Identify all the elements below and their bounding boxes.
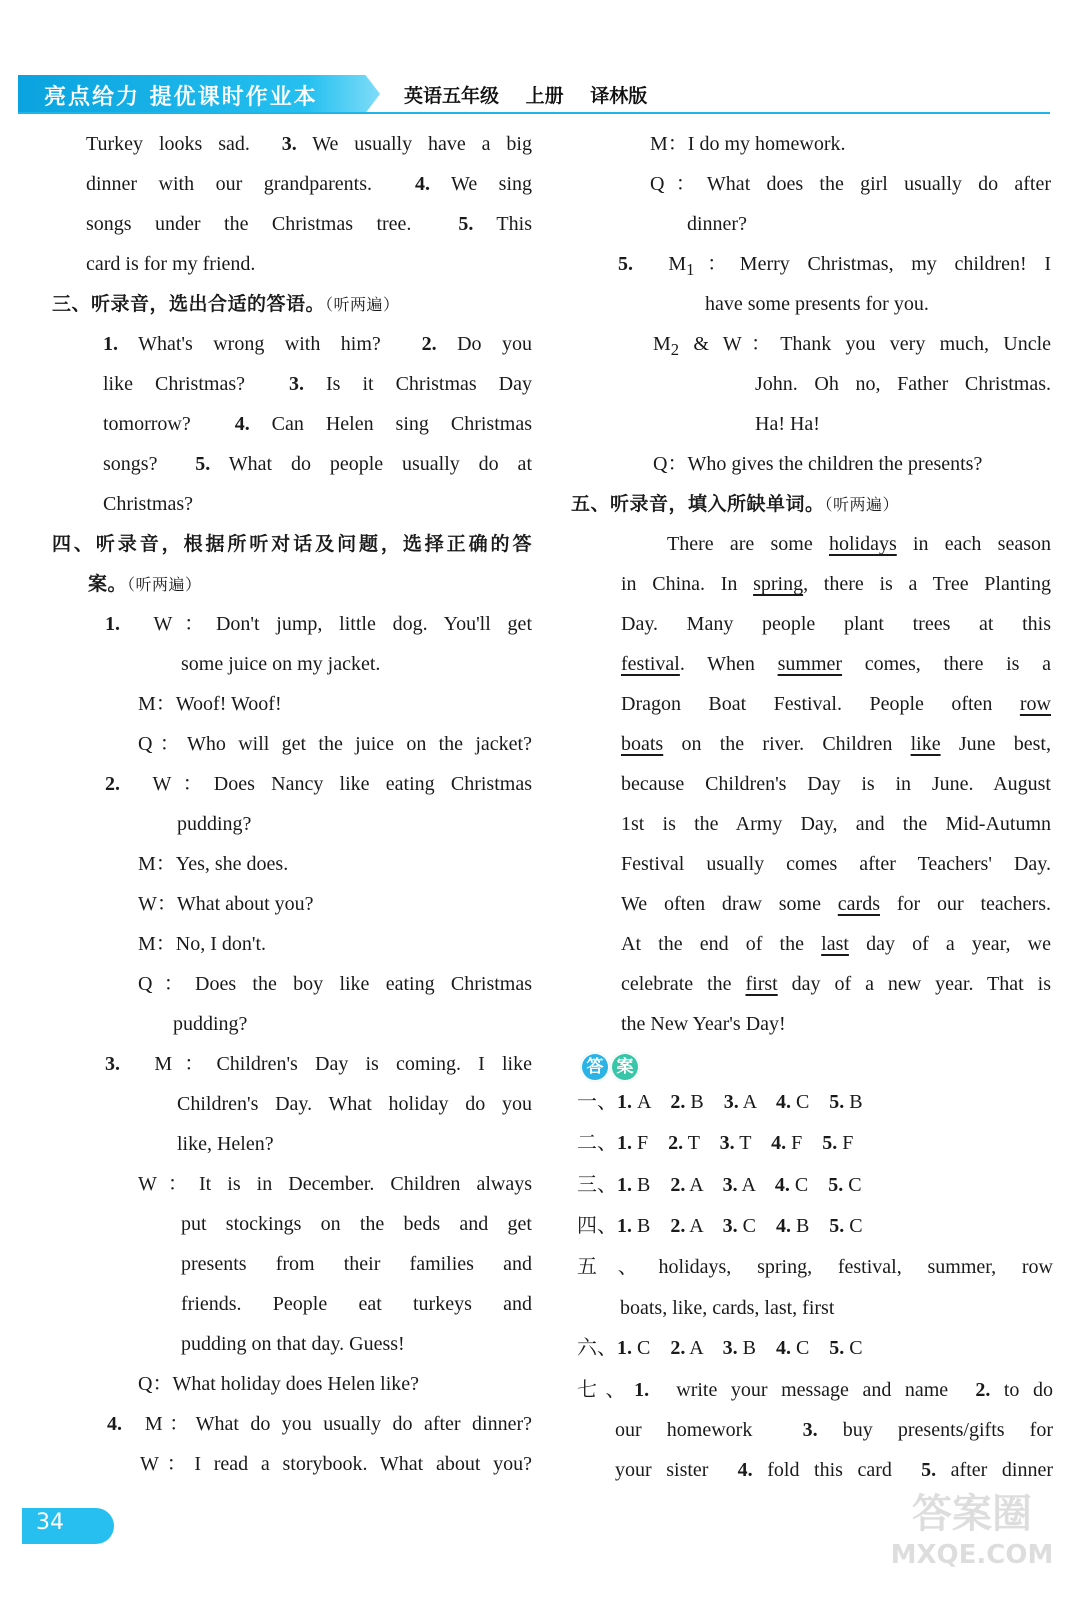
left-text-line: Children's Day. What holiday do you xyxy=(177,1093,532,1115)
answer-key-line: 二、1. F 2. T 3. T 4. F 5. F xyxy=(577,1132,854,1154)
right-text-line: 五、听录音，填入所缺单词。（听两遍） xyxy=(571,493,900,515)
left-text-line: 三、听录音，选出合适的答语。（听两遍） xyxy=(52,293,400,315)
right-text-line: celebrate the first day of a new year. That is xyxy=(621,973,1051,995)
left-text-line: Q：What holiday does Helen like? xyxy=(138,1373,420,1395)
right-text-line: boats on the river. Children like June best, xyxy=(621,733,1051,755)
answer-badge-char-2: 案 xyxy=(610,1052,640,1082)
left-text-line: tomorrow? 4. Can Helen sing Christmas xyxy=(103,413,532,435)
right-text-line: have some presents for you. xyxy=(705,293,929,315)
right-text-line: Festival usually comes after Teachers' Day. xyxy=(621,853,1051,875)
book-volume: 上册 xyxy=(525,85,564,107)
left-text-line: Q：Does the boy like eating Christmas xyxy=(138,973,532,995)
right-text-line: We often draw some cards for our teachers. xyxy=(621,893,1051,915)
answer-key-badge xyxy=(580,1052,636,1082)
answer-key-line: 五、holidays, spring, festival, summer, row xyxy=(577,1256,1053,1278)
answer-badge-char-1: 答 xyxy=(580,1052,610,1082)
left-text-line: Christmas? xyxy=(103,493,193,515)
left-text-line: M：Woof! Woof! xyxy=(138,693,282,715)
series-title: 亮点给力 提优课时作业本 xyxy=(44,85,318,110)
left-text-line: like, Helen? xyxy=(177,1133,274,1155)
right-text-line: $M_2$ & W：Thank you very much, Uncle xyxy=(653,333,1051,359)
answer-key-line: 六、1. C 2. A 3. B 4. C 5. C xyxy=(577,1337,863,1359)
page-header xyxy=(0,0,1088,120)
right-text-line: in China. In spring, there is a Tree Planting xyxy=(621,573,1051,595)
left-text-line: 1. W：Don't jump, little dog. You'll get xyxy=(105,613,532,635)
answer-key-line: your sister 4. fold this card 5. after dinner xyxy=(615,1459,1053,1481)
left-text-line: dinner with our grandparents. 4. We sing xyxy=(86,173,532,195)
answer-key-line: 一、1. A 2. B 3. A 4. C 5. B xyxy=(577,1091,863,1113)
page-number: 34 xyxy=(36,1510,64,1535)
watermark-text-top: 答案圈 xyxy=(912,1491,1032,1537)
answer-key-line: our homework 3. buy presents/gifts for xyxy=(615,1419,1053,1441)
left-text-line: 2. W：Does Nancy like eating Christmas xyxy=(105,773,532,795)
right-text-line: the New Year's Day! xyxy=(621,1013,786,1035)
watermark-logo xyxy=(880,1475,1065,1575)
left-text-line: W：It is in December. Children always xyxy=(138,1173,532,1195)
left-text-line: Turkey looks sad. 3. We usually have a big xyxy=(86,133,532,155)
left-text-line: songs? 5. What do people usually do at xyxy=(103,453,532,475)
left-text-line: 3. M：Children's Day is coming. I like xyxy=(105,1053,532,1075)
right-text-line: M：I do my homework. xyxy=(650,133,846,155)
right-text-line: Dragon Boat Festival. People often row xyxy=(621,693,1051,715)
left-text-line: some juice on my jacket. xyxy=(181,653,381,675)
left-text-line: pudding on that day. Guess! xyxy=(181,1333,405,1355)
answer-key-line: 四、1. B 2. A 3. C 4. B 5. C xyxy=(577,1215,863,1237)
left-text-line: presents from their families and xyxy=(181,1253,532,1275)
right-text-line: because Children's Day is in June. August xyxy=(621,773,1051,795)
right-text-line: John. Oh no, Father Christmas. xyxy=(755,373,1051,395)
left-text-line: pudding? xyxy=(177,813,252,835)
right-text-line: festival. When summer comes, there is a xyxy=(621,653,1051,675)
book-edition: 译林版 xyxy=(590,85,648,107)
left-text-line: 1. What's wrong with him? 2. Do you xyxy=(103,333,532,355)
right-text-line: Ha! Ha! xyxy=(755,413,820,435)
answer-key-line: boats, like, cards, last, first xyxy=(620,1297,835,1319)
right-text-line: Q：Who gives the children the presents? xyxy=(653,453,983,475)
left-text-line: W：What about you? xyxy=(138,893,314,915)
right-text-line: Q：What does the girl usually do after xyxy=(650,173,1051,195)
right-text-line: dinner? xyxy=(687,213,747,235)
left-text-line: card is for my friend. xyxy=(86,253,256,275)
left-text-line: pudding? xyxy=(173,1013,248,1035)
right-text-line: There are some holidays in each season xyxy=(667,533,1051,555)
left-text-line: 案。（听两遍） xyxy=(88,573,202,595)
left-text-line: 四、听录音，根据所听对话及问题，选择正确的答 xyxy=(52,533,532,555)
answer-key-line: 三、1. B 2. A 3. A 4. C 5. C xyxy=(577,1174,862,1196)
right-text-line: 1st is the Army Day, and the Mid-Autumn xyxy=(621,813,1051,835)
answer-key-line: 七、1. write your message and name 2. to do xyxy=(577,1379,1053,1401)
book-subject: 英语五年级 xyxy=(404,85,500,107)
left-text-line: W：I read a storybook. What about you? xyxy=(140,1453,532,1475)
left-text-line: 4. M：What do you usually do after dinner? xyxy=(107,1413,532,1435)
left-text-line: M：No, I don't. xyxy=(138,933,267,955)
right-text-line: At the end of the last day of a year, we xyxy=(621,933,1051,955)
left-text-line: M：Yes, she does. xyxy=(138,853,289,875)
book-info xyxy=(404,81,667,108)
right-text-line: 5. $M_1$：Merry Christmas, my children! I xyxy=(618,253,1051,279)
left-text-line: friends. People eat turkeys and xyxy=(181,1293,532,1315)
left-text-line: Q：Who will get the juice on the jacket? xyxy=(138,733,532,755)
left-text-line: like Christmas? 3. Is it Christmas Day xyxy=(103,373,532,395)
left-text-line: put stockings on the beds and get xyxy=(181,1213,532,1235)
right-text-line: Day. Many people plant trees at this xyxy=(621,613,1051,635)
left-text-line: songs under the Christmas tree. 5. This xyxy=(86,213,532,235)
watermark-text-bottom: MXQE.COM xyxy=(890,1540,1054,1570)
header-divider xyxy=(18,112,1050,114)
